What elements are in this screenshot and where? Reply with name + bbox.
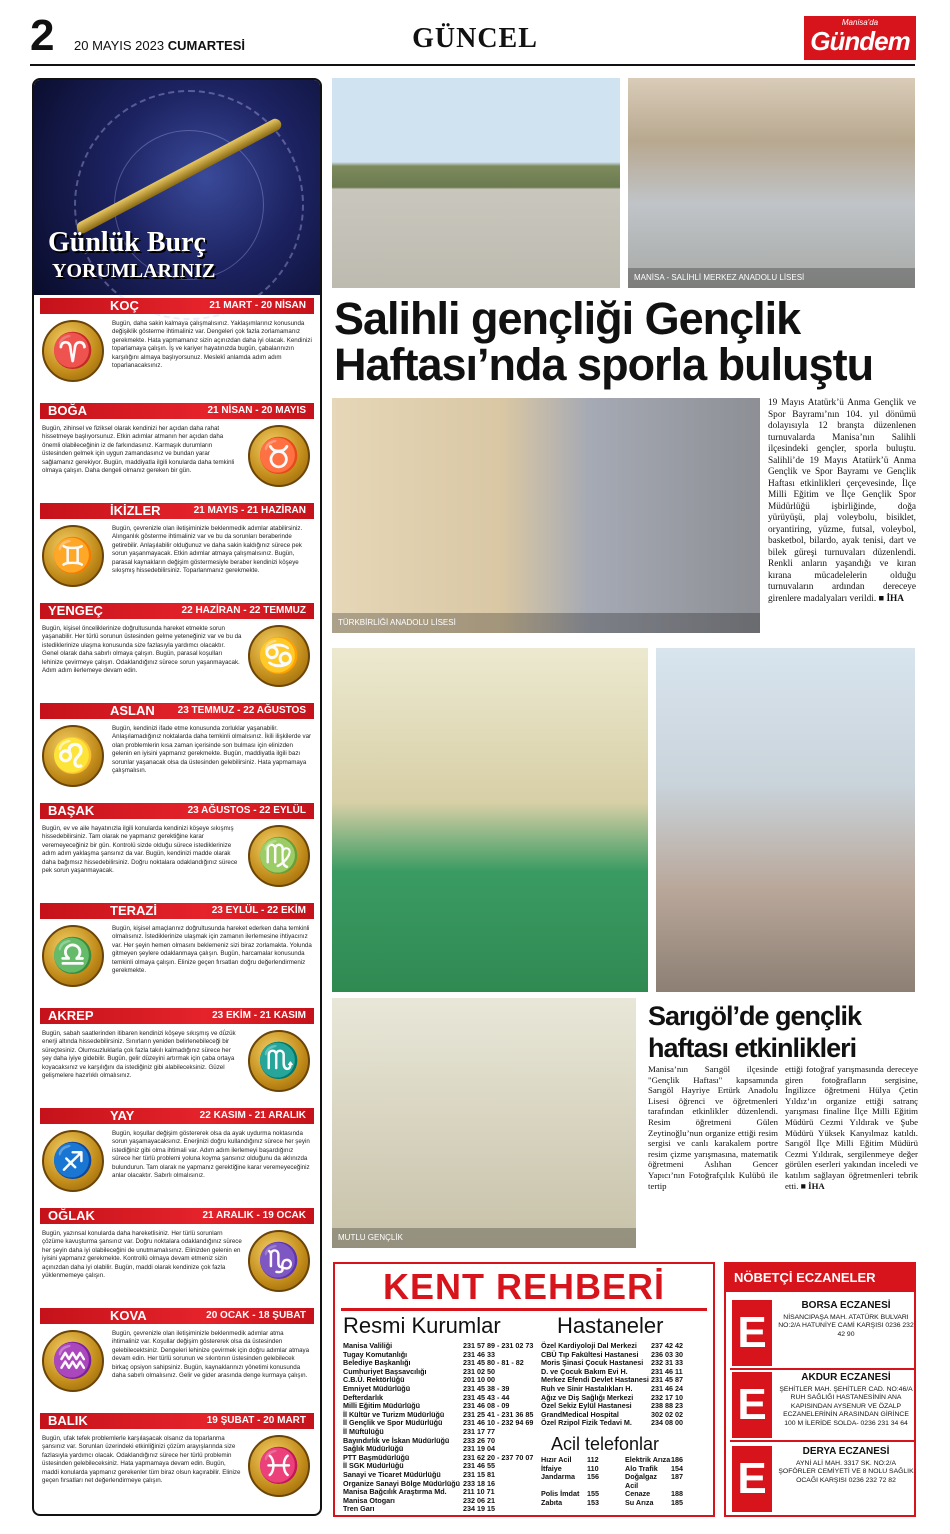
- sign-name: BOĞA: [48, 403, 87, 418]
- official-institutions-list: [343, 1342, 543, 1514]
- sign-name: TERAZİ: [110, 903, 157, 918]
- horoscope-sign-2: [40, 503, 314, 601]
- pharmacy-phone: 0236 231 34 64: [860, 1419, 908, 1427]
- cell: 231 46 10 - 232 94 69: [463, 1418, 534, 1428]
- cell: 237 42 42: [651, 1341, 683, 1350]
- cell: 233 18 16: [463, 1478, 495, 1488]
- photo-cycling-schoolyard: [332, 78, 620, 288]
- address-text: ŞEHİTLER MAH. ŞEHİTLER CAD. NO:46/A RUH SAĞLIĞI HASTANESİNİN ANA KAPISINDAN AYSENUR VE ÖZALP ECZANELERİNİN ARASINDAN GİRİNCE 100 M İLERİDE SOLDA-: [779, 1386, 913, 1427]
- cell: İtfaiye: [541, 1463, 562, 1473]
- sign-text: Bugün, kişisel önceliklerinize doğrultusunda hareket etmekte sorun yaşanabilir. Her türlü sorunun üstesinden gelme yeteneğiniz var ve bu da istediklerinize ulaşma konusunda size fazlasıyla yardımcı olacaktır. Genel olarak daha sabırlı olmaya çalışın. Bugün, parasal koşulları lehinize çevirmeye çalışın. Odaklandığınız sürece sorun yaşanmayacak. Adım adım ilerlemeye devam edin.: [42, 625, 242, 675]
- horoscope-sign-11: [40, 1413, 314, 1511]
- cell: Hızır Acil: [541, 1455, 572, 1464]
- photo-medal-ceremony: [628, 78, 915, 288]
- city-guide-divider: [341, 1308, 707, 1311]
- cell: Milli Eğitim Müdürlüğü: [343, 1401, 421, 1411]
- sign-dates: 23 EKİM - 21 KASIM: [212, 1010, 306, 1021]
- cell: Jandarma: [541, 1472, 575, 1482]
- zodiac-symbol-icon: ♓: [248, 1435, 310, 1497]
- pharmacy-e-icon: E: [732, 1446, 772, 1512]
- cell: Doğalgaz Acil: [625, 1472, 657, 1490]
- sign-name: BALIK: [48, 1413, 88, 1428]
- city-guide-box: [333, 1262, 715, 1517]
- page-number: 2: [30, 11, 55, 60]
- cell: Özel Kardiyoloji Dal Merkezi: [541, 1341, 637, 1350]
- sign-text: Bugün, çevrenizle olan iletişiminizle beklenmedik adımlar atabilirsiniz. Alınganlık gösterme ihtimaliniz var ve bu da sorunları beraberinde getirebilir. Anlaşılabilir olduğunuz ve daha sakin kaldığınız sürece pek sorun yaşanmayacak. Etkin adımlar atmaya çalışmalısınız. Bugün, parasal kaynakların değişim göstermesiyle beraber kendinizi köşeye sıkışmış hissedebilirsiniz. Toparlanmanız gerekmekte.: [112, 525, 303, 575]
- cell: 201 10 00: [463, 1375, 495, 1385]
- cell: 231 46 24: [651, 1383, 683, 1393]
- photo-dart-board: [332, 398, 760, 633]
- cell: 302 02 02: [651, 1409, 683, 1419]
- cell: Sağlık Müdürlüğü: [343, 1444, 404, 1454]
- sign-name: YENGEÇ: [48, 603, 103, 618]
- pharmacies-box: [724, 1262, 916, 1517]
- cell: İl Müftülüğü: [343, 1426, 384, 1436]
- sign-dates: 22 HAZİRAN - 22 TEMMUZ: [181, 605, 306, 616]
- cell: Manisa Otogarı: [343, 1495, 395, 1505]
- sign-name: AKREP: [48, 1008, 94, 1023]
- cell: Moris Şinasi Çocuk Hastanesi: [541, 1358, 644, 1368]
- sign-text: Bugün, ufak tefek problemlerle karşılaşacak olsanız da toparlanma şansınız var. Sorunları üzerindeki etkinliğinizi çözüm arayışlarında size fazlasıyla yardımcı olacak. Odaklandığınız sürece her türlü problemin üstesinden gelebileceksiniz. Hata yapmamaya devam edin. Bugün, maddi konularda yapmanız gerekenler tüm biraz olsun kaçırabilir. Elinize geçen fırsatları net değerlendirmeye çalışın.: [42, 1435, 241, 1485]
- school-sign-text-2: TÜRKBİRLİĞİ ANADOLU LİSESİ: [332, 613, 760, 633]
- sign-name: OĞLAK: [48, 1208, 95, 1223]
- sign-name: İKİZLER: [110, 503, 161, 518]
- pharmacy-address: [778, 1386, 914, 1428]
- horoscope-sign-8: [40, 1108, 314, 1206]
- cell: 232 06 21: [463, 1495, 495, 1505]
- cell: Tren Garı: [343, 1504, 375, 1514]
- school-sign-text: MANİSA - SALİHLİ MERKEZ ANADOLU LİSESİ: [628, 268, 915, 288]
- zodiac-symbol-icon: ♋: [248, 625, 310, 687]
- cell: GrandMedical Hospital: [541, 1409, 619, 1419]
- cell: 231 45 80 - 81 - 82: [463, 1358, 524, 1368]
- cell: 233 26 70: [463, 1435, 495, 1445]
- article1-text: 19 Mayıs Atatürk’ü Anma Gençlik ve Spor Bayramı’nın 104. yıl dönümü dolayısıyla 12 branşta düzenlenen turnuvalarda Manisa’nın Salihli ilçesindeki gençler, sporla buluştu. Salihli’de 19 Mayıs Atatürk’ü Anma Gençlik ve Spor Bayramı ve Gençlik Haftası etkinlikleri çerçevesinde, İlçe Milli Eğitim ve İlçe Gençlik Spor Müdürlüğü işbirliğinde, doğa yürüyüşü, plaj voleybolu, bisiklet, oryantiring, yüzme, futsal, voleybol, basketbol, bilardo, ayak tenisi, dart ve bilek güreşi turnuvaları düzenlendi. Renkli anların yaşandığı ve kıran kırana mücadelelerin olduğu turnuvaların ardından dereceye girenlere madalyaları verildi.: [768, 398, 916, 604]
- cell: Merkez Efendi Devlet Hastanesi: [541, 1375, 649, 1385]
- cell: 231 02 50: [463, 1366, 495, 1376]
- sign-dates: 23 AĞUSTOS - 22 EYLÜL: [187, 805, 306, 816]
- cell: C.B.Ü. Rektörlüğü: [343, 1375, 405, 1385]
- cell: 231 25 41 - 231 36 85: [463, 1409, 534, 1419]
- zodiac-symbol-icon: ♐: [42, 1130, 104, 1192]
- cell: 231 57 89 - 231 02 73: [463, 1341, 534, 1350]
- sign-name: KOÇ: [110, 298, 139, 313]
- pharmacy-phone: 0236 232 42 90: [837, 1322, 914, 1338]
- sign-text: Bugün, kişisel amaçlarınız doğrultusunda hareket ederken daha temkinli olmalısınız. İstediklerinize ulaşmak için zamanın ilerlemesine ihtiyacınız var. Her şeyin hemen olmasını beklemeniz sizi biraz zorlamakta. Yolunda gitmeyen şeylere odaklanmaya çalışın. Bugün, harcamalar konusunda temkinli olmaya çalışın. Elinize geçen fırsatları doğru değerlendirmeniz gerekmekte.: [112, 925, 312, 975]
- cell: 155: [587, 1489, 599, 1499]
- list-item: [343, 1505, 543, 1514]
- zodiac-symbol-icon: ♒: [42, 1330, 104, 1392]
- zodiac-symbol-icon: ♉: [248, 425, 310, 487]
- day-text: CUMARTESİ: [167, 38, 245, 53]
- horoscope-sign-7: [40, 1008, 314, 1106]
- horoscope-title: Günlük Burç: [48, 227, 206, 258]
- pharmacy-name: DERYA ECZANESİ: [802, 1446, 890, 1457]
- horoscope-subtitle: YORUMLARINIZ: [52, 260, 216, 282]
- zodiac-symbol-icon: ♎: [42, 925, 104, 987]
- cell: 234 08 00: [651, 1418, 683, 1428]
- emergency-title: Acil telefonlar: [551, 1434, 660, 1454]
- list-item: [541, 1473, 711, 1490]
- horoscope-sign-1: [40, 403, 314, 501]
- pharmacies-title: NÖBETÇİ ECZANELER: [726, 1264, 914, 1292]
- cell: 231 19 04: [463, 1444, 495, 1454]
- article2-body-col2: ettiği fotoğraf yarışmasında dereceye giren fotoğrafların sergisine, İngilizce öğretmeni Hülya Çetin Yıldız’ın organize ettiği satranç yarışması finaline İlçe Milli Eğitim Müdürü Cezmi Yıldırak ve Şube Müdürü Yüksek Kanyılmaz katıldı. Sarıgöl İlçe Milli Eğitim Müdürü Cezmi Yıldırak, sergilenmeye değer görülen eserleri yakından inceledi ve katılım sağlayan öğretmenleri tebrik etti. ■ İHA: [785, 1064, 918, 1191]
- sign-text: Bugün, kendinizi ifade etme konusunda zorluklar yaşanabilir. Anlaşılamadığınız noktalarda daha temkinli olmalısınız. İkili ilişkilerde var olan problemlerin kısa zaman içerisinde son bulması için elinizden gelenin en iyisini yapmanız gerekmekte. Bugün, maddiyatla ilgili bazı sorunlar yaşanacak olsa da üstesinden gelebilirsiniz. Hata yapmamaya çalışmalısın.: [112, 725, 312, 775]
- cell: 156: [587, 1472, 599, 1482]
- sign-dates: 22 KASIM - 21 ARALIK: [199, 1110, 306, 1121]
- cell: Cenaze: [625, 1489, 651, 1499]
- cell: Alo Trafik: [625, 1463, 658, 1473]
- cell: Bayındırlık ve İskan Müdürlüğü: [343, 1435, 450, 1445]
- zodiac-symbol-icon: ♌: [42, 725, 104, 787]
- horoscope-sign-4: [40, 703, 314, 801]
- zodiac-symbol-icon: ♈: [42, 320, 104, 382]
- sign-text: Bugün, sabah saatlerinden itibaren kendinizi köşeye sıkışmış ve dü̇zük enerji altında hissedebilirsiniz. Sınırların yeniden belirlenebileceği bir süreçtesiniz. Olumsuzluklarla çok fazla takılı kalmadığınız sürece her şey daha iyiye gidebilir. Bugün, gelir düzeyini artırmak için çaba ortaya koyacaksınız ve karşılığını da istediğiniz gibi alabileceksiniz. Güzel gelişmelere hazırlıklı olmalısınız.: [42, 1030, 236, 1080]
- pharmacy-address: [778, 1460, 914, 1485]
- cell: 186: [671, 1455, 683, 1464]
- pharmacy-e-icon: E: [732, 1372, 772, 1438]
- cell: 231 46 11: [651, 1366, 683, 1376]
- zodiac-symbol-icon: ♏: [248, 1030, 310, 1092]
- sign-dates: 20 OCAK - 18 ŞUBAT: [206, 1310, 306, 1321]
- cell: Defterdarlık: [343, 1392, 383, 1402]
- cell: İl SGK Müdürlüğü: [343, 1461, 404, 1471]
- cell: 231 46 55: [463, 1461, 495, 1471]
- sign-text: Bugün, çevrenizle olan iletişiminizle beklenmedik adımlar atma ihtimaliniz var. Koşullar değişim göstererek olsa da üstesinden gelebilecektsiniz. Dengeleri lehinize çevirmek için doğru adımlar atmaya devam edin. Her türlü sorunun ve sıkıntının üstesinden gelebilecek birkaç opsiyon sahipsiniz. Bugün, kaynaklarınızı yönetimi konusunda daha sabırlı olmalısınız. Gelir ve gider arasında denge kurmaya çalışın.: [112, 1330, 310, 1380]
- zodiac-symbol-icon: ♍: [248, 825, 310, 887]
- emergency-list: [541, 1456, 711, 1508]
- pharmacy-phone: 0236 232 72 82: [848, 1476, 896, 1484]
- hospitals-title: Hastaneler: [557, 1313, 664, 1338]
- cell: İl Kültür ve Turizm Müdürlüğü: [343, 1409, 445, 1419]
- cell: Polis İmdat: [541, 1489, 580, 1499]
- sign-text: Bugün, daha sakin kalmaya çalışmalısınız. Yaklaşımlarınız konusunda değişiklik gösterme ihtimaliniz var. Dengeleri çok fazla zorlamamanız gerekmekte. Hata yapmamanız sizin açınızdan daha iyi olacak. Kendinizi toparlamaya çalışın. İş ve kariyer hayatınızda bugün, çabalarınızın karşılığını almaya başlıyorsunuz. Meslekî anlamda adım adım toparlanacaksınız.: [112, 320, 312, 370]
- sign-name: YAY: [110, 1108, 135, 1123]
- cell: 231 45 87: [651, 1375, 683, 1385]
- address-text: NİSANCIPAŞA MAH. ATATÜRK BULVARI NO:2/A HATUNİYE CAMİ KARŞISI: [778, 1314, 909, 1330]
- cell: 231 46 33: [463, 1349, 495, 1359]
- cell: 112: [587, 1455, 599, 1464]
- cell: D. ve Çocuk Bakım Evi H.: [541, 1366, 628, 1376]
- cell: Sanayi ve Ticaret Müdürlüğü: [343, 1469, 441, 1479]
- cell: Zabıta: [541, 1497, 563, 1507]
- cell: 232 17 10: [651, 1392, 683, 1402]
- cell: 188: [671, 1489, 683, 1499]
- cell: Ruh ve Sinir Hastalıkları H.: [541, 1383, 633, 1393]
- sign-name: KOVA: [110, 1308, 147, 1323]
- list-item: [541, 1419, 711, 1428]
- cell: Manisa Valiliği: [343, 1341, 393, 1350]
- pharmacy-divider: [730, 1368, 914, 1370]
- sign-dates: 21 ARALIK - 19 OCAK: [202, 1210, 306, 1221]
- hospitals-list: [541, 1342, 711, 1428]
- cell: 187: [671, 1472, 683, 1482]
- logo-top-text: Manisa'da: [841, 18, 879, 27]
- cell: Tugay Komutanlığı: [343, 1349, 408, 1359]
- sign-dates: 23 TEMMUZ - 22 AĞUSTOS: [177, 705, 306, 716]
- article2-headline[interactable]: Sarıgöl’de gençlik haftası etkinlikleri: [648, 1001, 862, 1063]
- pharmacy-address: [778, 1314, 914, 1339]
- cell: 238 88 23: [651, 1401, 683, 1411]
- article2-body-col1: Manisa’nın Sarıgöl ilçesinde "Gençlik Haftası" kapsamında Sarıgöl Hayriye Ertürk Anadolu Lisesi öğrenci ve öğretmenleri tarafından etkinlikler düzenlendi. Resim öğretmeni Gülen Zeytinoğlu’nun organize ettiği resim sergisi ve canlı karakalem portre resim çizme yarışmasına, matematik öğretmeni Aslıhan Gencer Yapıcı’nın Fotoğrafçılık Kulübü ile tertip: [648, 1064, 778, 1191]
- cell: 154: [671, 1463, 683, 1473]
- newspaper-logo[interactable]: [804, 16, 916, 60]
- sign-dates: 19 ŞUBAT - 20 MART: [206, 1415, 306, 1426]
- cell: CBÜ Tıp Fakültesi Hastanesi: [541, 1349, 639, 1359]
- pharmacy-name: BORSA ECZANESİ: [801, 1300, 891, 1311]
- horoscope-sign-6: [40, 903, 314, 1001]
- cell: Ağız ve Diş Sağlığı Merkezi: [541, 1392, 634, 1402]
- section-title: GÜNCEL: [412, 23, 538, 54]
- cell: 231 62 20 - 237 70 07: [463, 1452, 534, 1462]
- sign-name: ASLAN: [110, 703, 155, 718]
- cell: Su Arıza: [625, 1497, 654, 1507]
- cell: Cumhuriyet Başsavcılığı: [343, 1366, 427, 1376]
- cell: Emniyet Müdürlüğü: [343, 1383, 411, 1393]
- article1-headline[interactable]: Salihli gençliği Gençlik Haftası’nda sporla buluştu: [334, 293, 874, 390]
- cell: Organize Sanayi Bölge Müdürlüğü: [343, 1478, 461, 1488]
- pharmacy-name: AKDUR ECZANESİ: [801, 1372, 891, 1383]
- sign-text: Bugün, yazınsal konularda daha hareketlisiniz. Her türlü sorunlarn çözüme kavuşturma şansınız var. Doğru noktalara odaklandığınız sürece her şeyin daha iyi olabileceğini de unutmamalısınız. Elinizden gelenin en iyisini yapmanız gerekmekte. Kontrollü olmaya devam etmeniz sizin açınızdan daha iyi olabilir. Bugün, maddi olarak kendinize çok fazla yüklenmemeye çalışın.: [42, 1230, 242, 1280]
- date-text: 20 MAYIS 2023: [74, 38, 165, 53]
- address-text: AYNİ ALİ MAH. 3317 SK. NO:2/A ŞOFÖRLER CEMİYETİ VE 8 NOLU SAĞLIK OCAĞI KARŞISI: [778, 1460, 914, 1484]
- horoscope-sign-9: [40, 1208, 314, 1306]
- cell: Elektrik Arıza: [625, 1455, 671, 1464]
- sign-dates: 21 MART - 20 NİSAN: [209, 300, 306, 311]
- cell: 231 46 08 - 09: [463, 1401, 510, 1411]
- banner-text: MUTLU GENÇLİK: [332, 1228, 636, 1248]
- zodiac-symbol-icon: ♑: [248, 1230, 310, 1292]
- photo-painting-contest: [656, 648, 915, 992]
- sign-text: Bugün, koşullar değişim göstererek olsa da ayak uydurma noktasında sorun yaşamayacaksınız. Enerjinizi doğru kullandığınız sürece her şeyin istediğiniz gibi olma ihtimali var. Adım adım ilerlemeyi başardığınız sürece her türlü problemi yoluna koyma şansınız olduğunu da aklınızda bulundurun. Tam olarak ne yapmanız gerektiğine karar veremeyeceğiniz anlar olacaktır. Sabırlı olmalısınız.: [112, 1130, 310, 1180]
- article2-text: ettiği fotoğraf yarışmasında dereceye giren fotoğrafların sergisine, İngilizce öğretmeni Hülya Çetin Yıldız’ın organize ettiği satranç yarışması finaline İlçe Milli Eğitim Müdürü Cezmi Yıldırak ve Şube Müdürü Yüksek Kanyılmaz katıldı. Sarıgöl İlçe Milli Eğitim Müdürü Cezmi Yıldırak, sergilenmeye değer görülen eserleri yakından inceledi ve katılım sağlayan öğretmenleri tebrik etti.: [785, 1064, 918, 1191]
- sign-dates: 21 NİSAN - 20 MAYIS: [207, 405, 306, 416]
- cell: 231 45 38 - 39: [463, 1383, 510, 1393]
- cell: 231 15 81: [463, 1469, 495, 1479]
- article2-source: İHA: [808, 1180, 825, 1191]
- cell: Özel Sekiz Eylül Hastanesi: [541, 1401, 632, 1411]
- photo-ribbon-cutting: [332, 648, 648, 992]
- pharmacy-divider: [730, 1440, 914, 1442]
- article1-body: 19 Mayıs Atatürk’ü Anma Gençlik ve Spor Bayramı’nın 104. yıl dönümü dolayısıyla 12 branşta düzenlenen turnuvalarda Manisa’nın Salihli ilçesindeki gençler, sporla buluştu. Salihli’de 19 Mayıs Atatürk’ü Anma Gençlik ve Spor Bayramı ve Gençlik Haftası etkinlikleri çerçevesinde, İlçe Milli Eğitim ve İlçe Gençlik Spor Müdürlüğü işbirliğinde, doğa yürüyüşü, plaj voleybolu, bisiklet, oryantiring, yüzme, futsal, voleybol, basketbol, bilardo, ayak tenisi, dart ve bilek güreşi turnuvaları düzenlendi. Renkli anların yaşandığı ve kıran kırana mücadelelerin olduğu turnuvaların ardından dereceye girenlere madalyaları verildi. ■ İHA: [768, 398, 916, 604]
- cell: Belediye Başkanlığı: [343, 1358, 411, 1368]
- cell: 231 17 77: [463, 1426, 495, 1436]
- cell: 236 03 30: [651, 1349, 683, 1359]
- cell: 153: [587, 1497, 599, 1507]
- cell: Manisa Bağcılık Araştırma Md.: [343, 1487, 447, 1497]
- zodiac-symbol-icon: ♊: [42, 525, 104, 587]
- photo-chess-final: [332, 998, 636, 1248]
- cell: 234 19 15: [463, 1504, 495, 1514]
- horoscope-sign-5: [40, 803, 314, 901]
- logo-name: Gündem: [810, 26, 910, 56]
- horoscope-panel: [32, 78, 322, 1516]
- cell: 211 10 71: [463, 1487, 495, 1497]
- sign-dates: 21 MAYIS - 21 HAZİRAN: [193, 505, 306, 516]
- sign-dates: 23 EYLÜL - 22 EKİM: [211, 905, 306, 916]
- city-guide-title: KENT REHBERİ: [382, 1266, 666, 1307]
- header-divider: [30, 64, 915, 66]
- list-item: [541, 1499, 711, 1508]
- article1-source: İHA: [886, 593, 905, 604]
- cell: 185: [671, 1497, 683, 1507]
- cell: İl Gençlik ve Spor Müdürlüğü: [343, 1418, 443, 1428]
- horoscope-sign-10: [40, 1308, 314, 1406]
- official-institutions-title: Resmi Kurumlar: [343, 1313, 501, 1338]
- cell: 232 31 33: [651, 1358, 683, 1368]
- horoscope-sign-3: [40, 603, 314, 701]
- cell: 231 45 43 - 44: [463, 1392, 510, 1402]
- pharmacy-e-icon: E: [732, 1300, 772, 1366]
- sign-text: Bugün, ev ve aile hayatınızla ilgili konularda kendinizi köşeye sıkışmış hissedebilirsiniz. Tam olarak ne yapmanız gerektiğine karar veremeyeceğiniz bir gün. Kontrolü sizde olduğu sürece istediklerinize adım adım yaklaşma şansınız da var. Bugün, kendinizi madde olarak daha bağımsız hissedebilirsiniz. Doğru noktalara odaklandığınız sürece pek sorun yaşanmayacak.: [42, 825, 238, 875]
- horoscope-sign-0: [40, 298, 314, 396]
- horoscope-banner-image: [34, 80, 320, 295]
- cell: 110: [587, 1463, 599, 1473]
- sign-text: Bugün, zihinsel ve fiziksel olarak kendinizi her açıdan daha rahat hissetmeye başlıyorsunuz. Etkin adımlar atmanın her açıdan daha önemli olabileceğinin iz de farkındasınız. Karmaşık durumların üstesinden gelmek için uygun zamandasınız ve bundan yarar sağlamanız gerekiyor. Bugün, maddiyatla ilgili konularda daha temkinli olmaya çalışın. Daha dengeli olmanız gereken bir gün.: [42, 425, 235, 475]
- cell: Özel Rzipol Fizik Tedavi M.: [541, 1418, 632, 1428]
- sign-name: BAŞAK: [48, 803, 95, 818]
- cell: PTT Başmüdürlüğü: [343, 1452, 410, 1462]
